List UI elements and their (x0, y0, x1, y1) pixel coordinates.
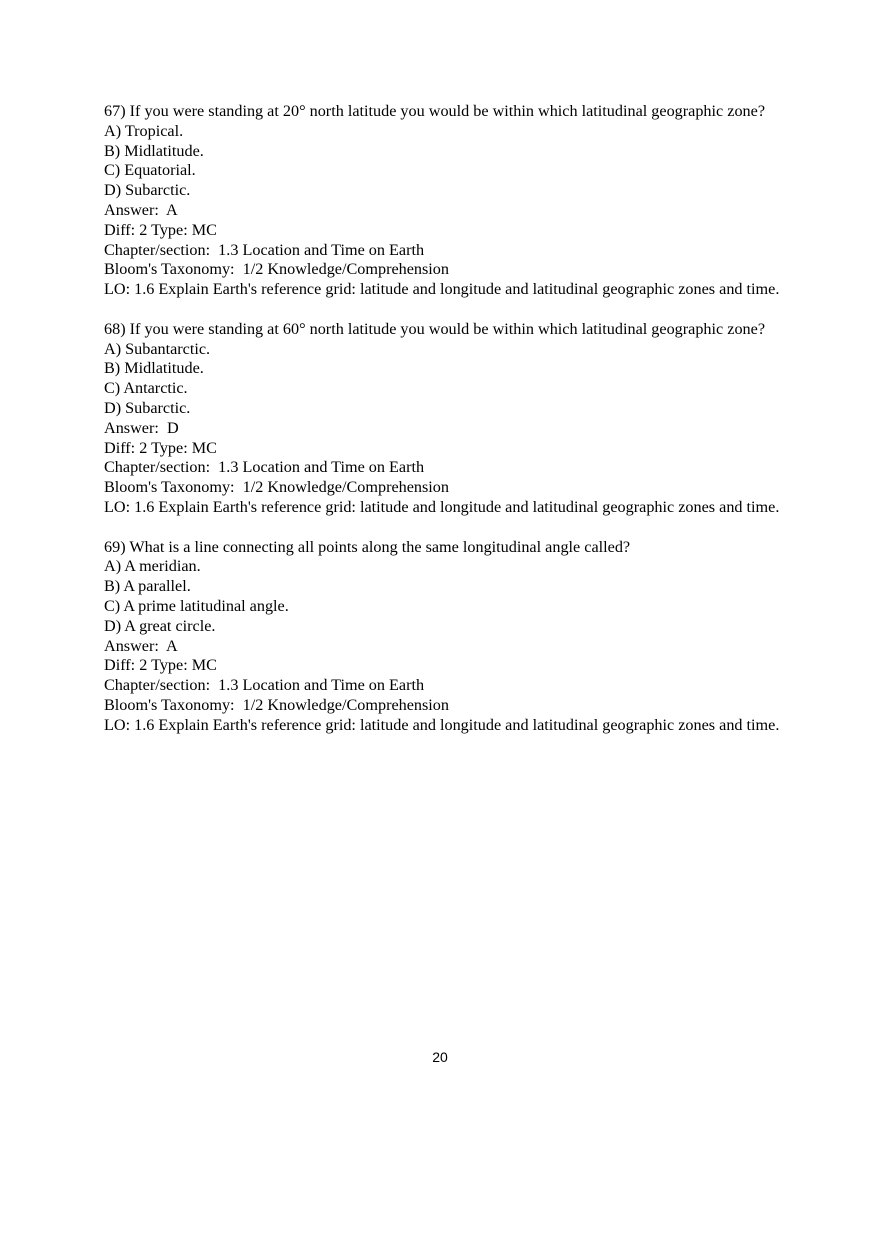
answer-line: Answer: A (104, 200, 178, 219)
learning-objective: LO: 1.6 Explain Earth's reference grid: latitude and longitude and latitudinal geographic zones and time. (104, 497, 780, 516)
bloom-line: Bloom's Taxonomy: 1/2 Knowledge/Comprehension (104, 695, 449, 714)
learning-objective: LO: 1.6 Explain Earth's reference grid: latitude and longitude and latitudinal geographic zones and time. (104, 280, 780, 299)
option-c: C) A prime latitudinal angle. (104, 596, 289, 615)
option-d: D) Subarctic. (104, 398, 191, 417)
option-b: B) Midlatitude. (104, 359, 204, 378)
option-a: A) Subantarctic. (104, 339, 211, 358)
chapter-line: Chapter/section: 1.3 Location and Time on Earth (104, 458, 425, 477)
page-number: 20 (432, 1049, 448, 1065)
option-a: A) Tropical. (104, 121, 184, 140)
chapter-line: Chapter/section: 1.3 Location and Time on Earth (104, 676, 425, 695)
question-list (104, 102, 784, 755)
chapter-line: Chapter/section: 1.3 Location and Time on Earth (104, 240, 425, 259)
option-c: C) Antarctic. (104, 379, 188, 398)
answer-line: Answer: A (104, 636, 178, 655)
option-a: A) A meridian. (104, 557, 201, 576)
question-stem: 67) If you were standing at 20° north latitude you would be within which latitudinal geographic zone? (104, 102, 766, 120)
option-d: D) A great circle. (104, 616, 216, 635)
question-stem: 69) What is a line connecting all points along the same longitudinal angle called? (104, 537, 631, 556)
question-67 (104, 102, 784, 300)
difficulty-line: Diff: 2 Type: MC (104, 220, 217, 239)
answer-line: Answer: D (104, 418, 179, 437)
learning-objective: LO: 1.6 Explain Earth's reference grid: latitude and longitude and latitudinal geographic zones and time. (104, 715, 780, 734)
question-68 (104, 320, 784, 518)
option-d: D) Subarctic. (104, 181, 191, 200)
option-b: B) Midlatitude. (104, 141, 204, 160)
question-69 (104, 538, 784, 736)
option-b: B) A parallel. (104, 577, 191, 596)
option-c: C) Equatorial. (104, 161, 196, 180)
bloom-line: Bloom's Taxonomy: 1/2 Knowledge/Comprehension (104, 478, 449, 497)
question-stem: 68) If you were standing at 60° north latitude you would be within which latitudinal geographic zone? (104, 319, 766, 338)
difficulty-line: Diff: 2 Type: MC (104, 438, 217, 457)
bloom-line: Bloom's Taxonomy: 1/2 Knowledge/Comprehension (104, 260, 449, 279)
difficulty-line: Diff: 2 Type: MC (104, 656, 217, 675)
